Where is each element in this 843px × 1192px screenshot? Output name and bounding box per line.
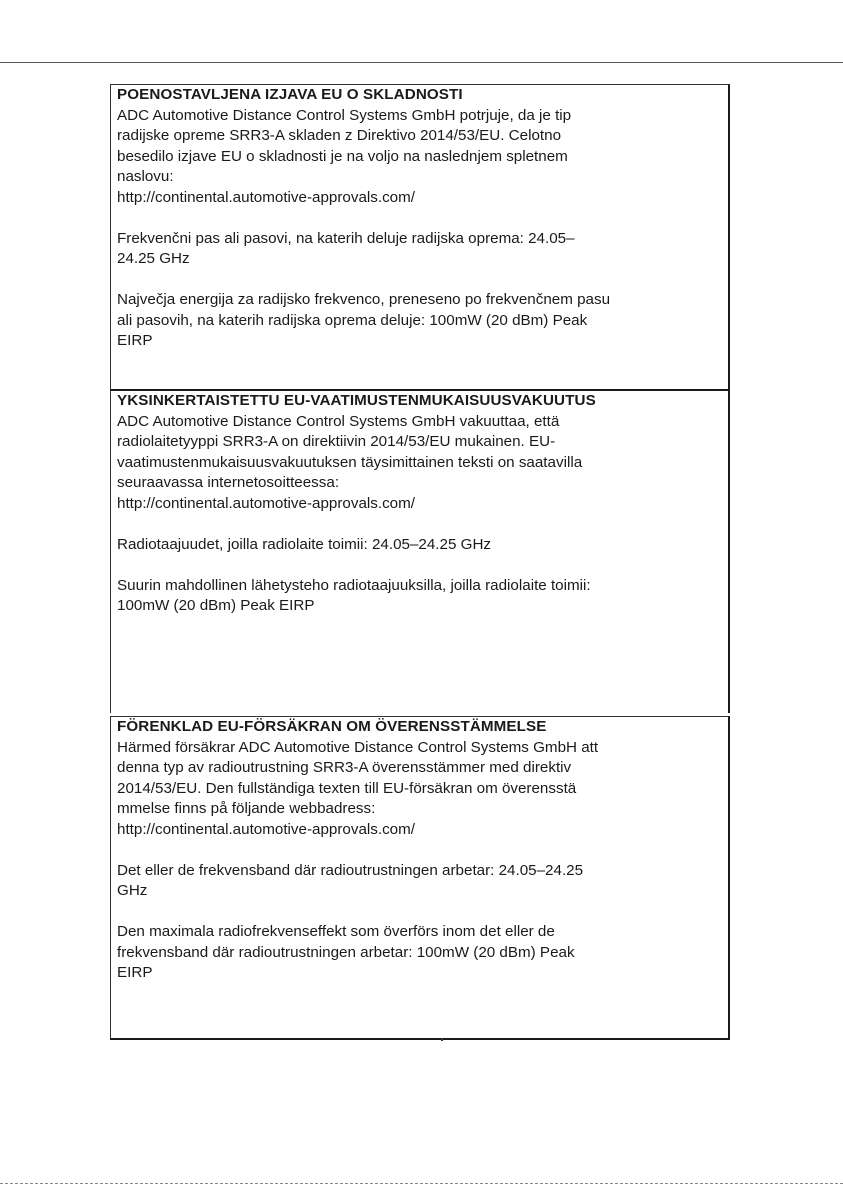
text-line: Frekvenčni pas ali pasovi, na katerih deluje radijska oprema: 24.05–: [117, 229, 575, 247]
text-line: Največja energija za radijsko frekvenco, preneseno po frekvenčnem pasu: [117, 291, 611, 308]
text-line: denna typ av radioutrustning SRR3-A överensstämmer med direktiv: [117, 759, 572, 776]
url-line: http://continental.automotive-approvals.com/: [117, 494, 416, 512]
text-line: Det eller de frekvensband där radioutrustningen arbetar: 24.05–24.25: [117, 861, 584, 879]
text-line: ali pasovih, na katerih radijska oprema deluje: 100mW (20 dBm) Peak: [117, 311, 588, 329]
stray-mark: [441, 1038, 443, 1041]
footer-rule: [0, 1183, 843, 1184]
section-swedish: [110, 716, 730, 1040]
text-line: Suurin mahdollinen lähetysteho radiotaajuuksilla, joilla radiolaite toimii:: [117, 576, 591, 594]
text-line: mmelse finns på följande webbadress:: [117, 800, 376, 817]
section-heading: FÖRENKLAD EU-FÖRSÄKRAN OM ÖVERENSSTÄMMELSE: [117, 718, 547, 735]
text-line: naslovu:: [117, 168, 174, 185]
text-line: frekvensband där radioutrustningen arbetar: 100mW (20 dBm) Peak: [117, 943, 575, 961]
text-line: radijske opreme SRR3-A skladen z Direktivo 2014/53/EU. Celotno: [117, 127, 562, 144]
url-line: http://continental.automotive-approvals.com/: [117, 820, 416, 838]
url-line: http://continental.automotive-approvals.com/: [117, 188, 416, 206]
text-line: ADC Automotive Distance Control Systems GmbH vakuuttaa, että: [117, 412, 560, 430]
section-slovenian: [110, 84, 730, 391]
text-line: EIRP: [117, 332, 153, 349]
text-line: Radiotaajuudet, joilla radiolaite toimii: 24.05–24.25 GHz: [117, 535, 492, 553]
text-line: vaatimustenmukaisuusvakuutuksen täysimittainen teksti on saatavilla: [117, 453, 583, 471]
text-line: besedilo izjave EU o skladnosti je na voljo na naslednjem spletnem: [117, 147, 568, 165]
text-line: 100mW (20 dBm) Peak EIRP: [117, 597, 315, 614]
text-line: 24.25 GHz: [117, 250, 190, 267]
text-line: ADC Automotive Distance Control Systems GmbH potrjuje, da je tip: [117, 106, 572, 124]
text-line: Den maximala radiofrekvenseffekt som överförs inom det eller de: [117, 923, 555, 940]
section-heading: POENOSTAVLJENA IZJAVA EU O SKLADNOSTI: [117, 86, 463, 103]
header-rule: [0, 62, 843, 63]
text-line: seuraavassa internetosoitteessa:: [117, 474, 340, 491]
text-line: radiolaitetyyppi SRR3-A on direktiivin 2014/53/EU mukainen. EU-: [117, 433, 556, 450]
text-line: GHz: [117, 882, 148, 899]
text-line: 2014/53/EU. Den fullständiga texten till EU-försäkran om överensstä: [117, 779, 577, 797]
section-heading: YKSINKERTAISTETTU EU-VAATIMUSTENMUKAISUUSVAKUUTUS: [117, 392, 596, 409]
section-finnish: [110, 391, 730, 713]
text-line: Härmed försäkrar ADC Automotive Distance Control Systems GmbH att: [117, 738, 599, 756]
text-line: EIRP: [117, 964, 153, 981]
